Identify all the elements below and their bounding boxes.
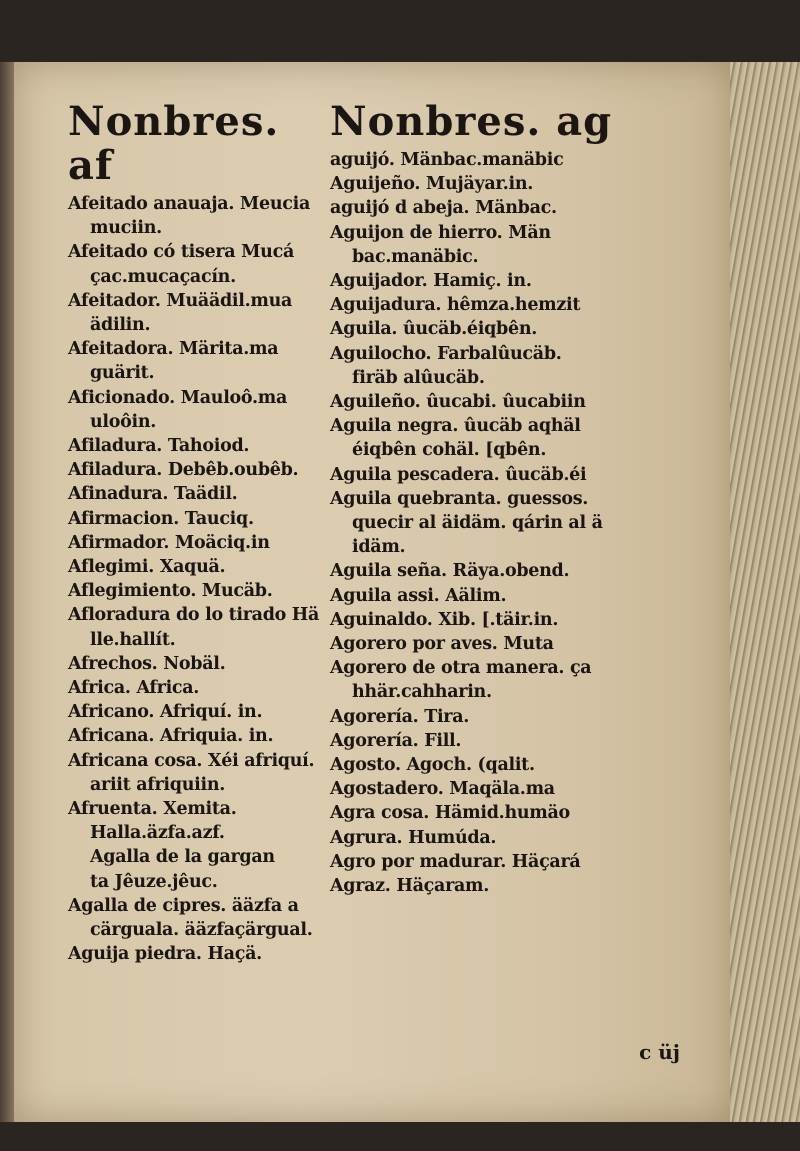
dictionary-entry-line: Agosto. Agoch. (qalit. [330, 755, 535, 776]
dictionary-entry-line: Agorero de otra manera. ça [330, 658, 592, 679]
dictionary-entry-line: Afruenta. Xemita. [68, 799, 237, 820]
dictionary-entry-line: Agostadero. Maqäla.ma [330, 779, 555, 800]
dictionary-entry-line: Africa. Africa. [68, 678, 200, 699]
dictionary-entry-line: bac.manäbic. [352, 246, 479, 267]
left-column [68, 100, 338, 967]
dictionary-entry-line: Aflegimi. Xaquä. [68, 557, 226, 578]
dictionary-entry-line: Aguila pescadera. ûucäb.éi [330, 464, 587, 485]
dictionary-entry-line: ariit afriquiin. [90, 774, 226, 795]
left-running-head: Nonbres. af [68, 98, 280, 189]
dictionary-entry-line: Agro por madurar. Häçará [330, 851, 581, 872]
dictionary-entry-line: Agalla de cipres. ääzfa a [68, 895, 299, 916]
dictionary-entry-line: Afeitado có tisera Mucá [68, 242, 294, 263]
dictionary-entry-line: Afeitador. Muäädil.mua [68, 290, 293, 311]
dictionary-entry-line: Africana cosa. Xéi afriquí. [68, 750, 315, 771]
dictionary-entry-line: çac.mucaçacín. [90, 266, 236, 287]
dictionary-entry-line: ädilin. [90, 315, 151, 336]
dictionary-entry-line: Aguileño. ûucabi. ûucabiin [330, 392, 586, 413]
dictionary-entry-line: Agorero por aves. Muta [330, 634, 554, 655]
dictionary-entry-line: ta Jêuze.jêuc. [90, 871, 218, 892]
dictionary-entry-line: aguijó d abeja. Mänbac. [330, 198, 557, 219]
dictionary-entry-line: Afirmacion. Tauciq. [68, 508, 254, 529]
right-entries [330, 148, 690, 898]
dictionary-entry-line: Halla.äzfa.azf. [90, 823, 225, 844]
dictionary-entry-line: Aficionado. Mauloô.ma [68, 387, 288, 408]
dictionary-entry-line: Aguilocho. Farbalûucäb. [330, 343, 562, 364]
dictionary-entry-line: Agalla de la gargan [90, 847, 275, 868]
dictionary-entry-line: Afinadura. Taädil. [68, 484, 238, 505]
dictionary-entry-line: guärit. [90, 363, 155, 384]
dictionary-entry-line: Agraz. Häçaram. [330, 876, 490, 897]
dictionary-entry-line: Aguila negra. ûucäb aqhäl [330, 416, 581, 437]
dictionary-entry-line: Afloradura do lo tirado Hä [68, 605, 320, 626]
dictionary-entry-line: aguijó. Mänbac.manäbic [330, 150, 564, 170]
dictionary-entry-line: Aguija piedra. Haçä. [68, 944, 262, 965]
dictionary-entry-line: Agrura. Humúda. [330, 827, 497, 848]
dictionary-entry-line: Afrechos. Nobäl. [68, 653, 226, 674]
dictionary-entry-line: Agorería. Tira. [330, 706, 470, 727]
dictionary-entry-line: éiqbên cohäl. [qbên. [352, 440, 547, 461]
dictionary-entry-line: Aflegimiento. Mucäb. [68, 581, 273, 602]
dictionary-entry-line: cärguala. ääzfaçärgual. [90, 920, 313, 941]
dictionary-entry-line: Africana. Afriquia. in. [68, 726, 274, 747]
dictionary-entry-line: idäm. [352, 537, 406, 558]
dictionary-entry-line: Aguijador. Hamiç. in. [330, 271, 532, 292]
dictionary-entry-line: firäb alûucäb. [352, 367, 485, 388]
dictionary-entry-line: Afirmador. Moäciq.in [68, 532, 270, 553]
dictionary-entry-line: Agorería. Fill. [330, 730, 462, 751]
dictionary-entry-line: muciin. [90, 218, 162, 239]
right-running-head: Nonbres. ag [330, 98, 613, 145]
dictionary-entry-line: hhär.cahharin. [352, 682, 492, 703]
right-column [330, 100, 690, 898]
dictionary-entry-line: Afiladura. Tahoiod. [68, 436, 250, 457]
dictionary-entry-line: Afeitado anauaja. Meucia [68, 194, 310, 214]
dictionary-entry-line: Afeitadora. Märita.ma [68, 339, 279, 360]
dictionary-entry-line: uloôin. [90, 411, 157, 432]
page-edges [730, 62, 800, 1122]
catchword: c üj [639, 1040, 680, 1064]
dictionary-entry-line: Aguijon de hierro. Män [330, 222, 551, 243]
left-entries [68, 192, 338, 967]
dictionary-entry-line: Aguijadura. hêmza.hemzit [330, 295, 581, 316]
dictionary-entry-line: lle.hallít. [90, 629, 176, 650]
dictionary-entry-line: Aguila quebranta. guessos. [330, 488, 589, 509]
dictionary-entry-line: Agra cosa. Hämid.humäo [330, 803, 570, 824]
dictionary-entry-line: Aguila assi. Aälim. [330, 585, 507, 606]
dictionary-entry-line: Aguila. ûucäb.éiqbên. [330, 319, 538, 340]
dictionary-entry-line: Afiladura. Debêb.oubêb. [68, 460, 299, 481]
dictionary-entry-line: Aguinaldo. Xib. [.täir.in. [330, 609, 559, 630]
dictionary-entry-line: Africano. Afriquí. in. [68, 702, 263, 723]
dictionary-entry-line: Aguila seña. Räya.obend. [330, 561, 570, 582]
dictionary-entry-line: quecir al äidäm. qárin al ä [352, 513, 603, 534]
dictionary-entry-line: Aguijeño. Mujäyar.in. [330, 174, 534, 195]
